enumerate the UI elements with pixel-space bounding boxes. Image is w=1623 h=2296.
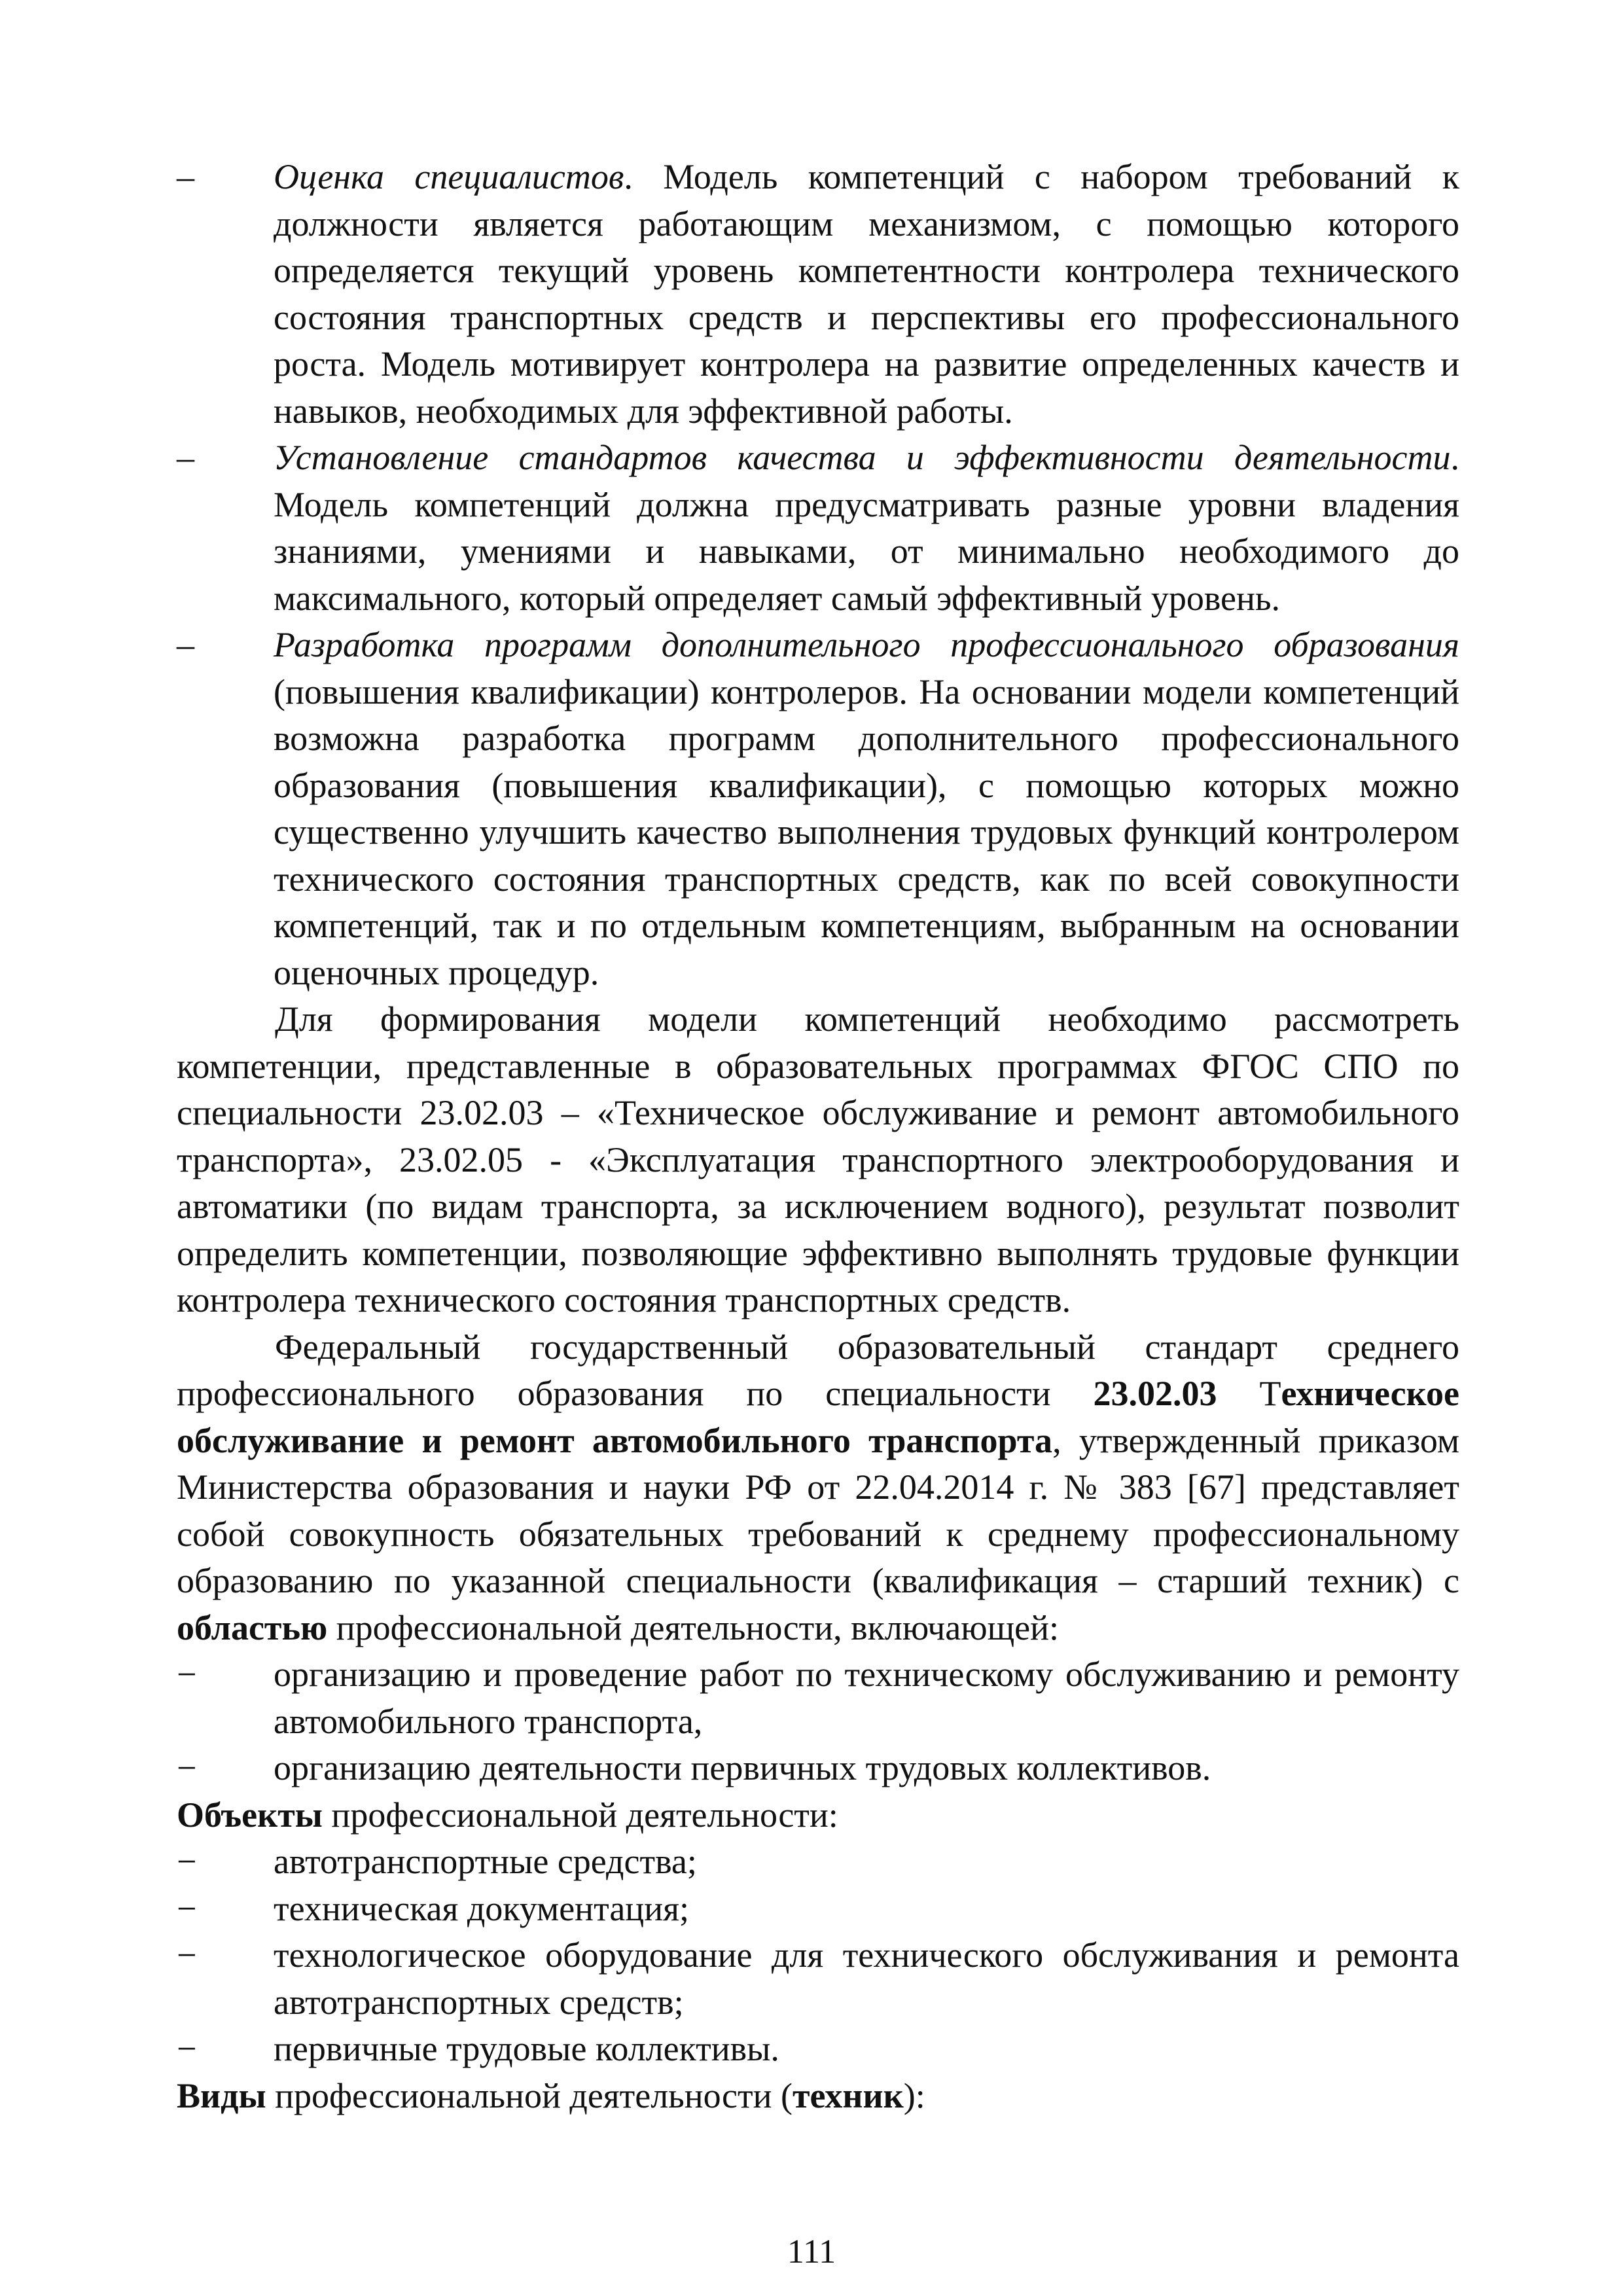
item-title: Оценка специалистов <box>274 157 624 196</box>
objects-term: Объекты <box>177 1795 323 1835</box>
bullet-dash: − <box>177 1748 197 1787</box>
text-run: , утвержденный приказом Министерства образования и науки РФ от 22.04.2014 г. № 383 [67] представляет собой совокупность обязательных требований к среднему профессиональному образованию по указанной специальности (квалификация – старший техник) с <box>177 1420 1459 1600</box>
technician-term: техник <box>792 2075 904 2115</box>
types-term: Виды <box>177 2075 266 2115</box>
list-item <box>177 1651 1459 1745</box>
types-heading <box>177 2073 1459 2120</box>
specialty-title: ехническое обслуживание и ремонт автомобильного транспорта <box>177 1374 1459 1460</box>
list-item <box>177 435 1459 622</box>
paragraph-competencies: Для формирования модели компетенций необходимо рассмотреть компетенции, представленные в образовательных программах ФГОС СПО по специальности 23.02.03 – «Техническое обслуживание и ремонт автомобильного транспорта», 23.02.05 - «Эксплуатация транспортного электрооборудования и автоматики (по видам транспорта, за исключением водного), результат позволит определить компетенции, позволяющие эффективно выполнять трудовые функции контролера технического состояния транспортных средств. <box>177 999 1459 1319</box>
bullet-dash: − <box>177 2029 197 2068</box>
item-text: (повышения квалификации) контролеров. На основании модели компетенций возможна разработка программ дополнительного профессионального образования (повышения квалификации), с помощью которых можно существенно улучшить качество выполнения трудовых функций контролером технического состояния транспортных средств, как по всей совокупности компетенций, так и по отдельным компетенциям, выбранным на основании оценочных процедур. <box>274 672 1459 992</box>
text-run: Т <box>1217 1374 1281 1413</box>
text-run: профессиональной деятельности: <box>322 1795 838 1835</box>
bullet-dash: − <box>177 1842 197 1881</box>
list-item <box>177 1839 1459 1886</box>
item-text: первичные трудовые коллективы. <box>274 2029 779 2068</box>
item-text: организацию и проведение работ по техническому обслуживанию и ремонту автомобильного транспорта, <box>274 1655 1459 1741</box>
item-text: техническая документация; <box>274 1888 689 1928</box>
text-run: профессиональной деятельности ( <box>266 2075 793 2115</box>
item-text: автотранспортные средства; <box>274 1842 697 1881</box>
page-number: 111 <box>787 2233 836 2270</box>
list-item <box>177 1932 1459 2026</box>
item-title: Разработка программ дополнительного профессионального образования <box>274 625 1459 664</box>
bullet-dash: – <box>177 438 194 477</box>
text-run: ): <box>903 2075 925 2115</box>
item-text: технологическое оборудование для технического обслуживания и ремонта автотранспортных средств; <box>274 1935 1459 2022</box>
text-run: Федеральный государственный образовательный стандарт среднего профессионального образования по специальности <box>177 1327 1459 1413</box>
objects-heading <box>177 1792 1459 1839</box>
text-column <box>177 154 1459 2119</box>
bullet-dash: − <box>177 1888 197 1928</box>
bullet-dash: – <box>177 625 194 664</box>
item-text: организацию деятельности первичных трудовых коллективов. <box>274 1748 1211 1787</box>
list-item <box>177 154 1459 435</box>
bullet-dash: − <box>177 1935 197 1975</box>
paragraph-fgos <box>177 1324 1459 1652</box>
area-term: областью <box>177 1607 328 1647</box>
list-item <box>177 1745 1459 1792</box>
item-text: . Модель компетенций должна предусматривать разные уровни владения знаниями, умениями и навыками, от минимально необходимого до максимального, который определяет самый эффективный уровень. <box>274 438 1459 618</box>
bullet-dash: – <box>177 157 194 196</box>
item-title: Установление стандартов качества и эффективности деятельности <box>274 438 1451 477</box>
bullet-dash: − <box>177 1655 197 1694</box>
specialty-code: 23.02.03 <box>1093 1374 1217 1413</box>
text-run: профессиональной деятельности, включающей: <box>327 1607 1060 1647</box>
item-text: . Модель компетенций с набором требований к должности является работающим механизмом, с помощью которого определяется текущий уровень компетентности контролера технического состояния транспортных средств и перспективы его профессионального роста. Модель мотивирует контролера на развитие определенных качеств и навыков, необходимых для эффективной работы. <box>274 157 1459 431</box>
list-item <box>177 622 1459 996</box>
list-item <box>177 1886 1459 1933</box>
list-item <box>177 2026 1459 2073</box>
